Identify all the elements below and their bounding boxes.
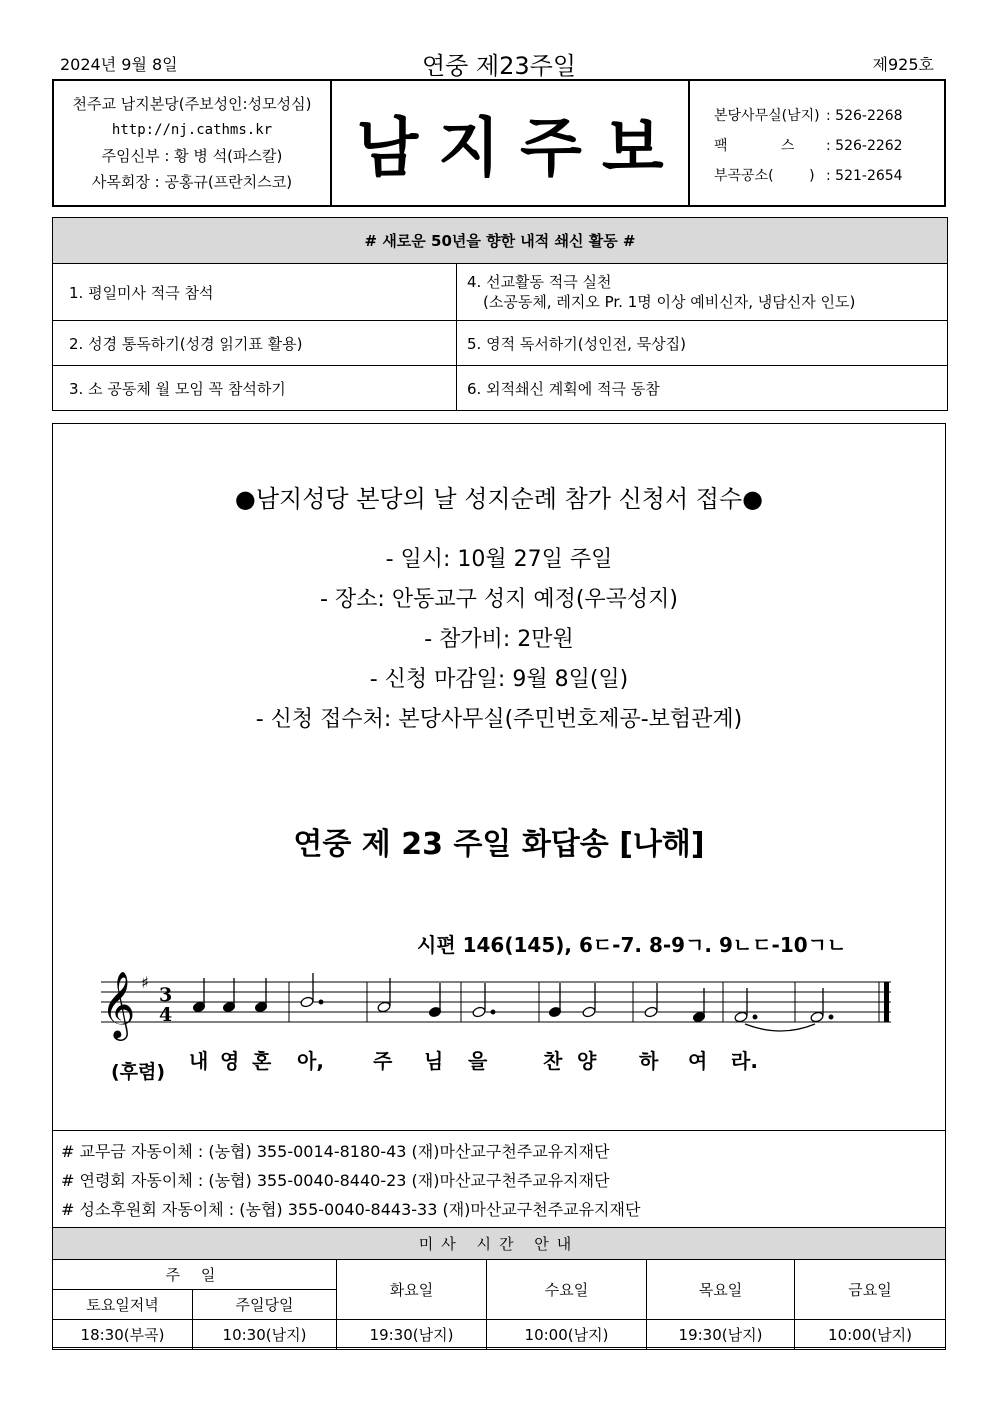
top-line [52, 44, 946, 80]
lyric-syllable: 내 [189, 1049, 209, 1073]
mass-time: 18:30(부곡) [53, 1320, 193, 1350]
goals-heading: # 새로운 50년을 향한 내적 쇄신 활동 # [53, 218, 948, 264]
friday-header: 금요일 [795, 1260, 946, 1320]
psalm-reference: 시편 146(145), 6ㄷ-7. 8-9ㄱ. 9ㄴㄷ-10ㄱㄴ [417, 933, 847, 957]
pilgrimage-notice-title: ●남지성당 본당의 날 성지순례 참가 신청서 접수● [234, 485, 764, 513]
goal-item-title: 4. 선교활동 적극 실천 [467, 273, 612, 291]
goal-item-detail: (소공동체, 레지오 Pr. 1명 이상 예비신자, 냉담신자 인도) [483, 293, 856, 311]
issue-number: 제925호 [872, 55, 934, 74]
psalm-title: 연중 제 23 주일 화답송 [나해] [293, 827, 705, 862]
notice-line: - 일시: 10월 27일 주일 [385, 547, 613, 572]
goal-item: 5. 영적 독서하기(성인전, 묵상집) [457, 321, 948, 366]
goal-item: 6. 외적쇄신 계획에 적극 동참 [457, 366, 948, 411]
bulletin-header [52, 79, 946, 207]
lyric-syllable: 혼 [252, 1049, 272, 1073]
notice-line: - 신청 접수처: 본당사무실(주민번호제공-보험관계) [255, 707, 743, 732]
refrain-label: (후렴) [111, 1061, 166, 1083]
contact-label: 팩 스 [714, 138, 795, 154]
mass-schedule-heading: 미사 시간 안내 [53, 1228, 946, 1260]
staff-lines [101, 982, 891, 1022]
account-line: # 교무금 자동이체 : (농협) 355-0014-8180-43 (재)마산교구천주교유지재단 [61, 1142, 610, 1161]
account-line: # 연령회 자동이체 : (농협) 355-0040-8440-23 (재)마산교구천주교유지재단 [61, 1171, 610, 1190]
wednesday-header: 수요일 [487, 1260, 647, 1320]
contact-value: : 526-2262 [826, 138, 903, 154]
lyric-syllable: 주 [373, 1049, 393, 1073]
tuesday-header: 화요일 [337, 1260, 487, 1320]
mass-time: 19:30(남지) [647, 1320, 795, 1350]
mass-time: 10:30(남지) [193, 1320, 337, 1350]
sunday-header: 주 일 [53, 1260, 337, 1290]
lyric-syllable: 여 [688, 1049, 708, 1073]
goal-item [457, 264, 948, 321]
chairman-name: 사목회장 : 공홍규(프란치스코) [91, 173, 293, 191]
sunday-day-header: 주일당일 [193, 1290, 337, 1320]
main-content-box [52, 423, 946, 1348]
treble-clef-icon: 𝄞 [101, 972, 136, 1038]
saturday-evening-header: 토요일저녁 [53, 1290, 193, 1320]
lyric-syllable: 을 [468, 1049, 488, 1073]
liturgical-day-title: 연중 제23주일 [421, 52, 577, 80]
notice-line: - 참가비: 2만원 [424, 627, 574, 652]
goal-item: 1. 평일미사 적극 참석 [53, 264, 457, 321]
mass-schedule-table [52, 1227, 946, 1350]
masthead-title: 남지주보 [356, 111, 684, 186]
contact-label: 부곡공소( ) [714, 168, 815, 184]
notice-line: - 장소: 안동교구 성지 예정(우곡성지) [319, 587, 679, 612]
contact-row [714, 161, 944, 191]
goal-item: 3. 소 공동체 월 모임 꼭 참석하기 [53, 366, 457, 411]
goal-item: 2. 성경 통독하기(성경 읽기표 활용) [53, 321, 457, 366]
parish-name: 천주교 남지본당(주보성인:성모성심) [72, 95, 312, 113]
lyric-syllable: 님 [424, 1049, 444, 1073]
bulletin-date: 2024년 9월 8일 [60, 55, 178, 74]
mass-time: 10:00(남지) [487, 1320, 647, 1350]
contact-row [714, 131, 944, 161]
masthead-box [332, 81, 690, 205]
parish-info [54, 81, 332, 205]
lyric-syllable: 찬 [543, 1049, 563, 1073]
time-signature-top: 3 [159, 984, 173, 1006]
contact-value: : 521-2654 [826, 168, 903, 184]
lyric-syllable: 아, [297, 1049, 324, 1073]
thursday-header: 목요일 [647, 1260, 795, 1320]
tie [745, 1024, 815, 1031]
lyric-syllable: 영 [220, 1049, 240, 1073]
priest-name: 주임신부 : 황 병 석(파스칼) [101, 147, 283, 165]
auto-transfer-accounts [53, 1130, 945, 1224]
notice-line: - 신청 마감일: 9월 8일(일) [369, 667, 629, 692]
contact-row [714, 101, 944, 131]
lyric-syllable: 라. [731, 1049, 758, 1073]
parish-url[interactable]: http://nj.cathms.kr [111, 122, 273, 138]
lyrics [111, 1049, 758, 1083]
account-line: # 성소후원회 자동이체 : (농협) 355-0040-8443-33 (재)마산교구천주교유지재단 [61, 1200, 641, 1219]
mass-time: 19:30(남지) [337, 1320, 487, 1350]
final-barline [884, 982, 889, 1022]
time-signature-bottom: 4 [159, 1004, 173, 1026]
contact-label: 본당사무실(남지) [714, 108, 820, 124]
lyric-syllable: 하 [639, 1049, 659, 1073]
contact-info [690, 81, 944, 205]
sharp-icon: ♯ [141, 973, 149, 992]
pilgrimage-notice-details [53, 540, 945, 740]
renewal-goals-table [52, 217, 948, 411]
lyric-syllable: 양 [577, 1049, 597, 1073]
contact-value: : 526-2268 [826, 108, 903, 124]
music-score [99, 972, 899, 1092]
mass-time: 10:00(남지) [795, 1320, 946, 1350]
